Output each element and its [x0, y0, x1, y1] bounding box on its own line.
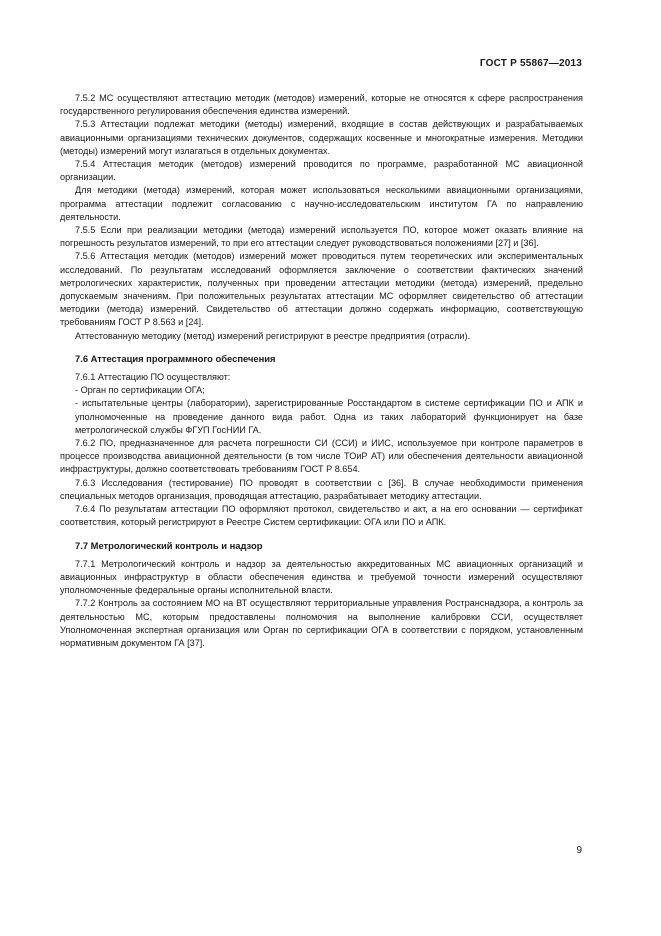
list-item-oga: - Орган по сертификации ОГА; [75, 385, 205, 396]
paragraph-7-7-2: 7.7.2 Контроль за состоянием МО на ВТ осуществляют территориальные управления Ространснадзора, а контроль за деятельностью МС, которым предоставлены полномочия на выполнение калибровки ССИ, осуществляет Уполномоченная экспертная организация или Орган по сертификации ОГА в соответствии с порядком, установленным нормативным документом ГА [37]. [60, 598, 583, 648]
paragraph-7-6-4: 7.6.4 По результатам аттестации ПО оформляют протокол, свидетельство и акт, а на его основании — сертификат соответствия, который регистрируют в Реестре Систем сертификации: ОГА или ПО и АПК. [60, 504, 583, 528]
paragraph-7-5-6-cont: Аттестованную методику (метод) измерений регистрируют в реестре предприятия (отрасли). [75, 330, 471, 341]
paragraph-7-6-3: 7.6.3 Исследования (тестирование) ПО проводят в соответствии с [36]. В случае необходимости применения специальных методов организация, проводящая аттестацию, разрабатывает методику аттестации. [60, 477, 583, 501]
paragraph-7-5-4-cont: Для методики (метода) измерений, которая может использоваться несколькими авиационными организациями, программа аттестации подлежит согласованию с научно-исследовательским институтом ГА по направлению деятельности. [60, 185, 583, 222]
document-body [60, 92, 583, 650]
paragraph-7-5-4: 7.5.4 Аттестация методик (методов) измерений проводится по программе, разработанной МС авиационной организации. [60, 159, 583, 183]
paragraph-7-5-6: 7.5.6 Аттестация методик (методов) измерений может проводиться путем теоретических или экспериментальных исследований. По результатам исследований оформляется заключение о соответствии фактических значений метрологических характеристик, полученных при проведении аттестации методики (метода) измерений, предельно допускаемым значениям. При положительных результатах аттестации МС оформляет свидетельство об аттестации методики (метода) измерений. Свидетельство об аттестации должно содержать информацию, соответствующую требованиям ГОСТ Р 8.563 и [24]. [60, 251, 583, 328]
list-item-labs: - испытательные центры (лаборатории), зарегистрированные Росстандартом в системе сертификации ПО и АПК и уполномоченные на проведение данного вида работ. Одна из таких лабораторий функционирует на базе метрологической службы ФГУП ГосНИИ ГА. [75, 398, 583, 435]
paragraph-7-6-2: 7.6.2 ПО, предназначенное для расчета погрешности СИ (ССИ) и ИИС, используемое при контроле параметров в процессе производства авиационной деятельности (в том числе ТОиР АТ) или обеспечения деятельности авиационной инфраструктуры, должно соответствовать требованиям ГОСТ Р 8.654. [60, 438, 583, 475]
paragraph-7-5-2: 7.5.2 МС осуществляют аттестацию методик (методов) измерений, которые не относятся к сфере распространения государственного регулирования обеспечения единства измерений. [60, 93, 583, 117]
section-heading-7-6: 7.6 Аттестация программного обеспечения [75, 352, 276, 364]
paragraph-7-5-3: 7.5.3 Аттестации подлежат методики (методы) измерений, входящие в состав действующих и разрабатываемых авиационными организациями технических документов, содержащих косвенные и многократные измерения. Методики (методы) измерений могут излагаться в отдельных документах. [60, 119, 583, 156]
page-number: 9 [576, 845, 582, 856]
paragraph-7-7-1: 7.7.1 Метрологический контроль и надзор за деятельностью аккредитованных МС авиационных организаций и авиационных инфраструктур в области обеспечения единства и требуемой точности измерений осуществляют уполномоченные федеральные органы исполнительной власти. [60, 558, 583, 596]
paragraph-7-5-5: 7.5.5 Если при реализации методики (метода) измерений используется ПО, которое может оказать влияние на погрешность результатов измерений, то при его аттестации следует руководствоваться положениями [27] и [36]. [60, 225, 583, 249]
document-header: ГОСТ Р 55867—2013 [479, 58, 582, 69]
section-heading-7-7: 7.7 Метрологический контроль и надзор [75, 539, 263, 551]
paragraph-7-6-1: 7.6.1 Аттестацию ПО осуществляют: [75, 372, 231, 383]
